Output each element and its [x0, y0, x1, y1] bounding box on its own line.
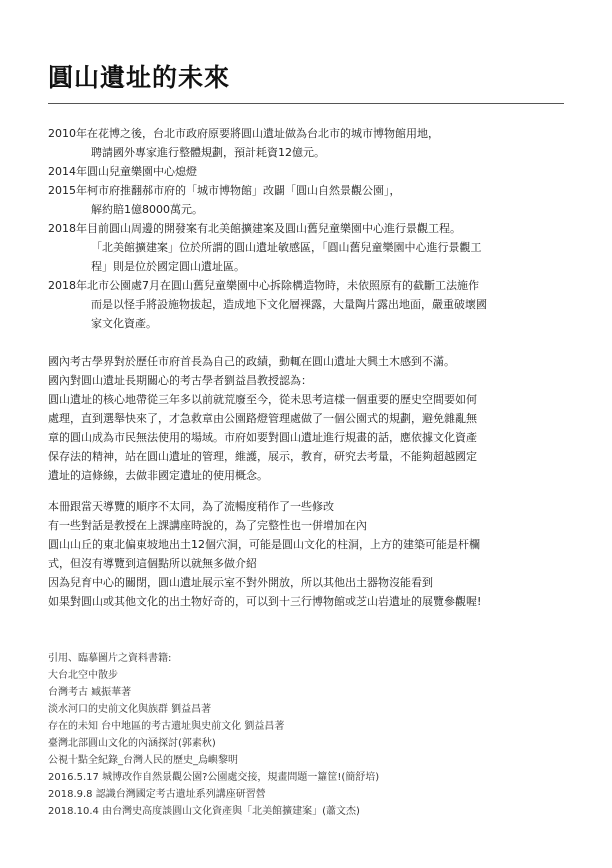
timeline-entry-continuation: 而是以怪手將設施物拔起，造成地下文化層裸露，大量陶片露出地面，嚴重破壞國	[91, 298, 487, 311]
timeline-section	[48, 124, 568, 333]
note-line: 圓山山丘的東北偏東坡地出土12個穴洞，可能是圓山文化的柱洞，上方的建築可能是杆欄	[48, 538, 480, 551]
references-heading: 引用、臨摹圖片之資料書籍:	[48, 653, 172, 664]
title-divider	[48, 103, 564, 104]
timeline-entry-continuation: 「北美館擴建案」位於所謂的圓山遺址敏感區，「圓山舊兒童樂園中心進行景觀工	[91, 241, 482, 254]
timeline-entry-continuation: 解約賠1億8000萬元。	[91, 203, 203, 216]
reference-item: 臺灣北部圓山文化的內涵探討(郭素秋)	[48, 738, 216, 749]
intro-section	[48, 352, 568, 485]
reference-item: 公視十點全紀錄_台灣人民的歷史_烏嶼黎明	[48, 755, 238, 766]
timeline-entry-continuation: 家文化資產。	[91, 317, 157, 330]
timeline-entry	[48, 276, 568, 333]
references-section	[48, 650, 568, 820]
intro-line: 保存法的精神，站在圓山遺址的管理，維護，展示，教育，研究去考量，不能夠超越國定	[48, 450, 477, 463]
intro-line: 國內考古學界對於歷任市府首長為自己的政績，動輒在圓山遺址大興土木感到不滿。	[48, 355, 455, 368]
intro-line: 章的圓山成為市民無法使用的場域。市府如要對圓山遺址進行規畫的話，應依據文化資產	[48, 431, 477, 444]
timeline-entry	[48, 162, 568, 181]
reference-item: 2018.10.4 由台灣史高度談圓山文化資產與「北美館擴建案」(蕭文杰)	[48, 806, 360, 817]
intro-line: 圓山遺址的核心地帶從三年多以前就荒廢至今，從未思考這樣一個重要的歷史空間要如何	[48, 393, 477, 406]
timeline-entry-text: 2015年柯市府推翻郝市府的「城市博物館」改闢「圓山自然景觀公園」，	[48, 184, 401, 197]
note-line: 本冊跟當天導覽的順序不太同，為了流暢度稍作了一些修改	[48, 500, 334, 513]
note-line: 式，但沒有導覽到這個點所以就無多做介紹	[48, 557, 257, 570]
intro-line: 國內對圓山遺址長期關心的考古學者劉益昌教授認為：	[48, 374, 312, 387]
timeline-entry-continuation: 聘請國外專家進行整體規劃，預計耗資12億元。	[91, 146, 325, 159]
reference-item: 2016.5.17 城博改作自然景觀公園?公園處交接，規畫問題一籮筐!(簡舒培)	[48, 772, 380, 783]
reference-item: 存在的未知 台中地區的考古遺址與史前文化 劉益昌著	[48, 721, 285, 732]
intro-line: 處理，直到選舉快來了，才急救章由公園路燈管理處做了一個公園式的規劃，避免雜亂無	[48, 412, 477, 425]
timeline-entry-text: 2010年在花博之後，台北市政府原要將圓山遺址做為台北市的城市博物館用地，	[48, 127, 439, 140]
timeline-entry-continuation: 程」則是位於國定圓山遺址區。	[91, 260, 245, 273]
note-line: 有一些對話是教授在上課講座時說的，為了完整性也一併增加在內	[48, 519, 367, 532]
timeline-entry-text: 2014年圓山兒童樂園中心熄燈	[48, 165, 197, 178]
notes-section	[48, 497, 568, 611]
reference-item: 淡水河口的史前文化與族群 劉益昌著	[48, 704, 212, 715]
timeline-entry	[48, 181, 568, 219]
timeline-entry-text: 2018年目前圓山周邊的開發案有北美館擴建案及圓山舊兒童樂園中心進行景觀工程。	[48, 222, 461, 235]
reference-item: 大台北空中散步	[48, 670, 118, 681]
note-line: 因為兒育中心的關閉，圓山遺址展示室不對外開放，所以其他出土器物沒能看到	[48, 576, 433, 589]
reference-item: 台灣考古 臧振華著	[48, 687, 132, 698]
page-title: 圓山遺址的未來	[48, 63, 231, 92]
note-line: 如果對圓山或其他文化的出土物好奇的，可以到十三行博物館或芝山岩遺址的展覽參觀喔!	[48, 595, 482, 608]
reference-item: 2018.9.8 認識台灣國定考古遺址系列講座研習營	[48, 789, 266, 800]
intro-line: 遺址的這條線，去做非國定遺址的使用概念。	[48, 469, 268, 482]
timeline-entry	[48, 124, 568, 162]
timeline-entry-text: 2018年北市公園處7月在圓山舊兒童樂園中心拆除構造物時，未依照原有的截斷工法施作	[48, 279, 479, 292]
timeline-entry	[48, 219, 568, 276]
